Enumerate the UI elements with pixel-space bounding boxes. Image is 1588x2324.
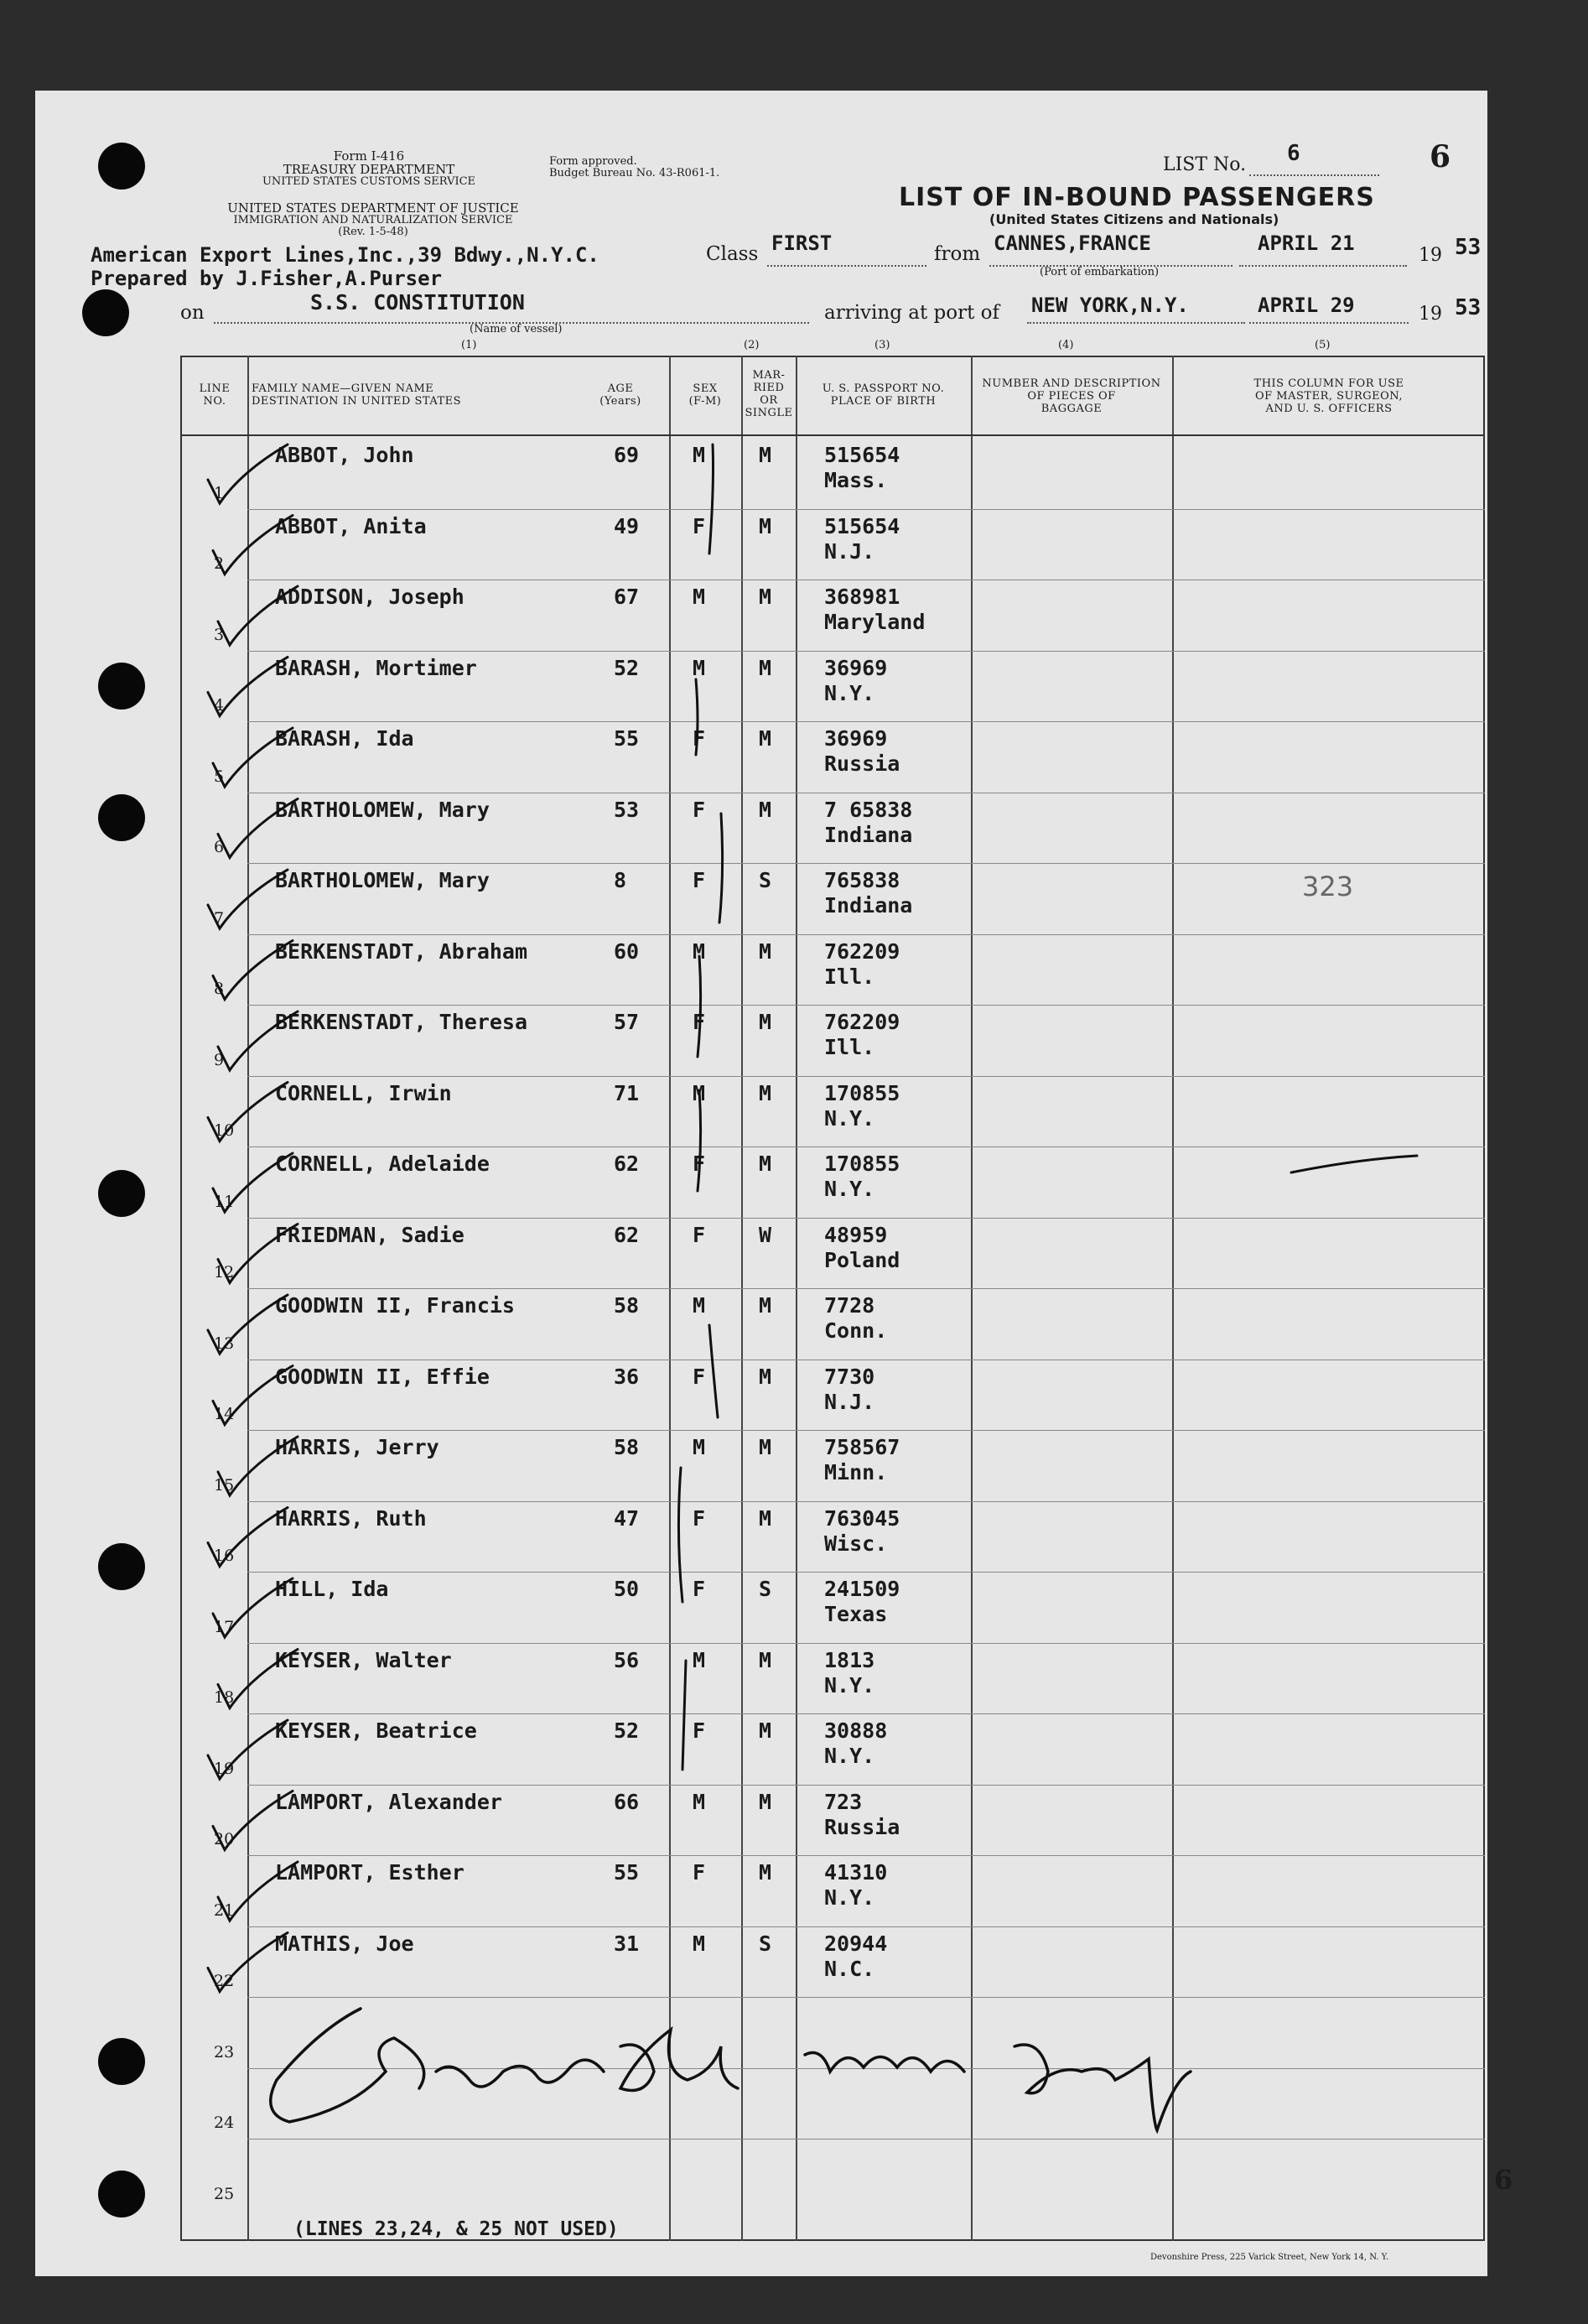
passenger-name: BARASH, Ida: [275, 726, 414, 751]
place-of-birth: N.Y.: [824, 1177, 875, 1201]
passenger-name: BERKENSTADT, Theresa: [275, 1010, 528, 1034]
passenger-sex: M: [693, 655, 706, 680]
arrival-port: NEW YORK,N.Y.: [1031, 294, 1189, 317]
passenger-name: BARTHOLOMEW, Mary: [275, 797, 490, 822]
line-number: 4: [214, 696, 225, 715]
marital-status: M: [759, 655, 772, 680]
passenger-sex: F: [693, 1152, 706, 1176]
line-number: 13: [214, 1334, 235, 1353]
passenger-age: 8: [614, 868, 627, 892]
passenger-name: KEYSER, Walter: [275, 1647, 452, 1672]
list-corner-number: 6: [1430, 139, 1451, 174]
place-of-birth: Russia: [824, 751, 900, 776]
passenger-name: GOODWIN II, Effie: [275, 1364, 490, 1389]
marital-status: S: [759, 1577, 772, 1601]
header-age: AGE (Years): [599, 382, 641, 408]
passenger-age: 56: [614, 1647, 640, 1672]
line-number: 23: [214, 2042, 235, 2061]
line-number: 18: [214, 1688, 235, 1707]
place-of-birth: Ill.: [824, 964, 875, 989]
passenger-age: 52: [614, 655, 640, 680]
arrival-year-prefix: 19: [1419, 304, 1442, 325]
passenger-age: 36: [614, 1364, 640, 1389]
marital-status: S: [759, 1931, 772, 1956]
departure-year: 53: [1455, 235, 1482, 260]
passenger-name: ABBOT, Anita: [275, 513, 427, 538]
passenger-age: 71: [614, 1080, 640, 1105]
passenger-sex: F: [693, 1222, 706, 1247]
passenger-sex: M: [693, 1435, 706, 1459]
passport-number: 758567: [824, 1435, 900, 1459]
place-of-birth: Minn.: [824, 1460, 888, 1484]
line-number: 24: [214, 2113, 235, 2132]
lines-not-used-note: (LINES 23,24, & 25 NOT USED): [293, 2218, 619, 2240]
passport-number: 20944: [824, 1931, 888, 1956]
arrival-date: APRIL 29: [1258, 294, 1355, 317]
passenger-age: 67: [614, 585, 640, 609]
line-number: 20: [214, 1830, 235, 1848]
passenger-age: 47: [614, 1505, 640, 1531]
passport-number: 515654: [824, 513, 900, 538]
passenger-age: 58: [614, 1293, 640, 1318]
passport-number: 170855: [824, 1152, 900, 1176]
passport-number: 762209: [824, 1010, 900, 1034]
passport-number: 723: [824, 1789, 863, 1814]
line-number: 25: [214, 2184, 235, 2203]
passenger-sex: F: [693, 726, 706, 751]
shipping-company: American Export Lines,Inc.,39 Bdwy.,N.Y.C.: [91, 243, 599, 267]
checkmark-icon: [213, 1153, 293, 1212]
marital-status: M: [759, 1293, 772, 1318]
passport-number: 48959: [824, 1222, 888, 1247]
passenger-name: MATHIS, Joe: [275, 1931, 414, 1956]
marital-status: M: [759, 1647, 772, 1672]
header-passport: U. S. PASSPORT NO. PLACE OF BIRTH: [822, 382, 945, 408]
line-number: 15: [214, 1475, 235, 1495]
place-of-birth: N.J.: [824, 1389, 875, 1414]
checkmark-icon: [213, 1366, 293, 1425]
line-number: 17: [214, 1617, 235, 1636]
col-num-3: (3): [874, 339, 890, 351]
budget-bureau: Budget Bureau No. 43-R061-1.: [549, 167, 720, 179]
passport-number: 7728: [824, 1293, 875, 1318]
passport-number: 762209: [824, 938, 900, 964]
marital-status: M: [759, 1860, 772, 1885]
checkmark-icon: [208, 870, 288, 928]
passenger-name: BERKENSTADT, Abraham: [275, 938, 528, 964]
passenger-sex: F: [693, 1010, 706, 1034]
passport-number: 241509: [824, 1577, 900, 1601]
marital-status: S: [759, 868, 772, 892]
on-label: on: [180, 302, 205, 324]
line-number: 6: [214, 838, 225, 856]
line-number: 3: [214, 625, 225, 644]
checkmark-icon: [218, 799, 298, 858]
place-of-birth: Mass.: [824, 468, 888, 492]
marital-status: M: [759, 938, 772, 964]
passport-number: 36969: [824, 726, 888, 751]
checkmark-icon: [208, 445, 288, 503]
marital-status: M: [759, 1789, 772, 1814]
place-of-birth: N.J.: [824, 538, 875, 564]
checkmark-icon: [218, 1862, 298, 1921]
marital-status: M: [759, 513, 772, 538]
place-of-birth: Wisc.: [824, 1531, 888, 1556]
passenger-name: HILL, Ida: [275, 1577, 389, 1601]
header-line-no: LINE NO.: [199, 382, 231, 408]
header-name: FAMILY NAME—GIVEN NAME DESTINATION IN UNITED STATES: [252, 382, 462, 408]
marital-status: M: [759, 585, 772, 609]
page-title: LIST OF IN-BOUND PASSENGERS: [899, 183, 1375, 212]
passport-number: 368981: [824, 585, 900, 609]
arriving-label: arriving at port of: [824, 302, 999, 324]
passenger-age: 31: [614, 1931, 640, 1956]
passenger-age: 57: [614, 1010, 640, 1034]
place-of-birth: Russia: [824, 1814, 900, 1839]
form-approved: Form approved.: [549, 155, 637, 168]
col-num-2: (2): [744, 339, 760, 351]
vessel-name: S.S. CONSTITUTION: [310, 290, 525, 315]
line-number: 2: [214, 554, 225, 573]
passenger-sex: F: [693, 1718, 706, 1743]
rev-label: (Rev. 1-5-48): [338, 226, 408, 238]
passport-number: 765838: [824, 868, 900, 892]
passenger-sex: M: [693, 1931, 706, 1956]
passport-number: 30888: [824, 1718, 888, 1743]
line-number: 8: [214, 980, 225, 998]
passenger-sex: F: [693, 1364, 706, 1389]
line-number: 5: [214, 767, 225, 786]
col-num-5: (5): [1315, 339, 1331, 351]
passenger-name: ADDISON, Joseph: [275, 585, 464, 609]
passport-number: 7 65838: [824, 797, 913, 822]
row-annotation-323: 323: [1302, 871, 1354, 902]
passenger-name: KEYSER, Beatrice: [275, 1718, 477, 1743]
marital-status: M: [759, 1364, 772, 1389]
place-of-birth: Ill.: [824, 1035, 875, 1059]
header-sex: SEX (F-M): [688, 382, 722, 408]
place-of-birth: Indiana: [824, 822, 913, 847]
passenger-sex: M: [693, 1647, 706, 1672]
passport-number: 7730: [824, 1364, 875, 1389]
place-of-birth: Indiana: [824, 893, 913, 918]
marital-status: M: [759, 1435, 772, 1459]
inspector-signature: [252, 2009, 355, 2019]
checkmark-icon: [213, 728, 293, 787]
embarkation-caption: (Port of embarkation): [1040, 266, 1160, 278]
line-number: 22: [214, 1972, 235, 1990]
passport-number: 515654: [824, 443, 900, 467]
passport-number: 170855: [824, 1080, 900, 1105]
header-baggage: NUMBER AND DESCRIPTION OF PIECES OF BAGGAGE: [982, 377, 1161, 415]
checkmark-icon: [218, 1437, 298, 1495]
header-married: MAR- RIED OR SINGLE: [745, 369, 793, 419]
passenger-sex: M: [693, 585, 706, 609]
checkmark-icon: [208, 1083, 288, 1141]
place-of-birth: N.Y.: [824, 1744, 875, 1768]
passenger-age: 66: [614, 1789, 640, 1814]
checkmark-icon: [213, 941, 293, 1000]
list-label: LIST No.: [1163, 154, 1247, 175]
passport-number: 41310: [824, 1860, 888, 1885]
passenger-name: LAMPORT, Alexander: [275, 1789, 502, 1814]
line-number: 14: [214, 1405, 235, 1423]
passenger-age: 55: [614, 1860, 640, 1885]
customs-label: UNITED STATES CUSTOMS SERVICE: [262, 175, 476, 188]
place-of-birth: N.C.: [824, 1956, 875, 1981]
passenger-age: 62: [614, 1152, 640, 1176]
place-of-birth: N.Y.: [824, 1672, 875, 1698]
passenger-sex: F: [693, 797, 706, 822]
checkmark-icon: [208, 1720, 288, 1779]
passenger-sex: F: [693, 1860, 706, 1885]
passenger-name: BARASH, Mortimer: [275, 655, 477, 680]
passenger-age: 62: [614, 1222, 640, 1247]
checkmark-icon: [208, 658, 288, 716]
marital-status: M: [759, 726, 772, 751]
place-of-birth: N.Y.: [824, 680, 875, 705]
line-number: 7: [214, 908, 225, 928]
passenger-name: FRIEDMAN, Sadie: [275, 1222, 464, 1247]
vessel-caption: (Name of vessel): [470, 323, 563, 335]
passenger-age: 58: [614, 1435, 640, 1459]
passenger-sex: M: [693, 938, 706, 964]
inspector-signature-strokes: [271, 2009, 1191, 2130]
place-of-birth: Conn.: [824, 1318, 888, 1343]
marital-status: M: [759, 1718, 772, 1743]
prepared-by: Prepared by J.Fisher,A.Purser: [91, 267, 443, 290]
class-value: FIRST: [771, 231, 833, 255]
from-label: from: [934, 243, 981, 265]
passenger-sex: F: [693, 513, 706, 538]
passenger-name: CORNELL, Irwin: [275, 1080, 452, 1105]
line-number: 21: [214, 1900, 235, 1920]
marital-status: W: [759, 1222, 772, 1247]
col-num-1: (1): [461, 339, 477, 351]
passenger-name: HARRIS, Jerry: [275, 1435, 439, 1459]
place-of-birth: N.Y.: [824, 1885, 875, 1910]
printer-credit: Devonshire Press, 225 Varick Street, New York 14, N. Y.: [1150, 2253, 1389, 2262]
place-of-birth: Maryland: [824, 610, 926, 634]
header-officers: THIS COLUMN FOR USE OF MASTER, SURGEON, AND U. S. OFFICERS: [1253, 377, 1404, 415]
passenger-age: 60: [614, 938, 640, 964]
checkmark-icon: [213, 516, 293, 575]
passenger-sex: M: [693, 1789, 706, 1814]
marital-status: M: [759, 1010, 772, 1034]
page-subtitle: (United States Citizens and Nationals): [989, 211, 1279, 227]
checkmark-icon: [218, 586, 298, 645]
line-number: 12: [214, 1263, 235, 1282]
passenger-age: 53: [614, 797, 640, 822]
line-number: 16: [214, 1547, 235, 1565]
passport-number: 1813: [824, 1647, 875, 1672]
line-number: 11: [214, 1192, 235, 1211]
line-number: 10: [214, 1121, 235, 1140]
treasury-label: TREASURY DEPARTMENT: [283, 162, 455, 177]
col-num-4: (4): [1058, 339, 1074, 351]
passenger-age: 69: [614, 443, 640, 467]
passenger-sex: M: [693, 1293, 706, 1318]
passenger-age: 55: [614, 726, 640, 751]
line-number: 9: [214, 1050, 225, 1069]
marital-status: M: [759, 797, 772, 822]
class-label: Class: [706, 243, 759, 265]
passenger-name: ABBOT, John: [275, 443, 414, 467]
passenger-sex: M: [693, 1080, 706, 1105]
passenger-sex: M: [693, 443, 706, 467]
justice-label: UNITED STATES DEPARTMENT OF JUSTICE: [227, 200, 519, 216]
depart-year-prefix: 19: [1419, 245, 1442, 266]
checkmark-icon: [213, 1791, 293, 1850]
arrival-year: 53: [1455, 295, 1482, 320]
checkmark-icon: [208, 1295, 288, 1354]
checkmark-icon: [213, 1578, 293, 1637]
passenger-age: 49: [614, 513, 640, 538]
place-of-birth: N.Y.: [824, 1105, 875, 1131]
passenger-name: CORNELL, Adelaide: [275, 1152, 490, 1176]
passenger-name: GOODWIN II, Francis: [275, 1293, 515, 1318]
line-number: 19: [214, 1759, 235, 1778]
checkmark-icon: [218, 1011, 298, 1070]
form-id: Form I-416: [333, 148, 405, 164]
passenger-age: 52: [614, 1718, 640, 1743]
passenger-sex: F: [693, 1577, 706, 1601]
passenger-age: 50: [614, 1577, 640, 1601]
checkmark-icon: [208, 1508, 288, 1567]
passport-number: 763045: [824, 1505, 900, 1531]
passenger-name: BARTHOLOMEW, Mary: [275, 868, 490, 892]
marital-status: M: [759, 443, 772, 467]
marital-status: M: [759, 1080, 772, 1105]
embarkation-port: CANNES,FRANCE: [994, 231, 1151, 255]
passenger-sex: F: [693, 868, 706, 892]
checkmark-icon: [218, 1224, 298, 1283]
page-number: 6: [1494, 2164, 1513, 2196]
marital-status: M: [759, 1505, 772, 1531]
checkmark-icon: [208, 1933, 288, 1992]
place-of-birth: Poland: [824, 1247, 900, 1272]
list-number: 6: [1287, 141, 1300, 166]
passenger-name: LAMPORT, Esther: [275, 1860, 464, 1885]
line-number: 1: [214, 483, 225, 502]
ins-label: IMMIGRATION AND NATURALIZATION SERVICE: [233, 214, 513, 226]
marital-status: M: [759, 1152, 772, 1176]
passenger-name: HARRIS, Ruth: [275, 1505, 427, 1531]
passenger-sex: F: [693, 1505, 706, 1531]
place-of-birth: Texas: [824, 1602, 888, 1626]
checkmark-icon: [218, 1650, 298, 1708]
passport-number: 36969: [824, 655, 888, 680]
departure-date: APRIL 21: [1258, 231, 1355, 255]
